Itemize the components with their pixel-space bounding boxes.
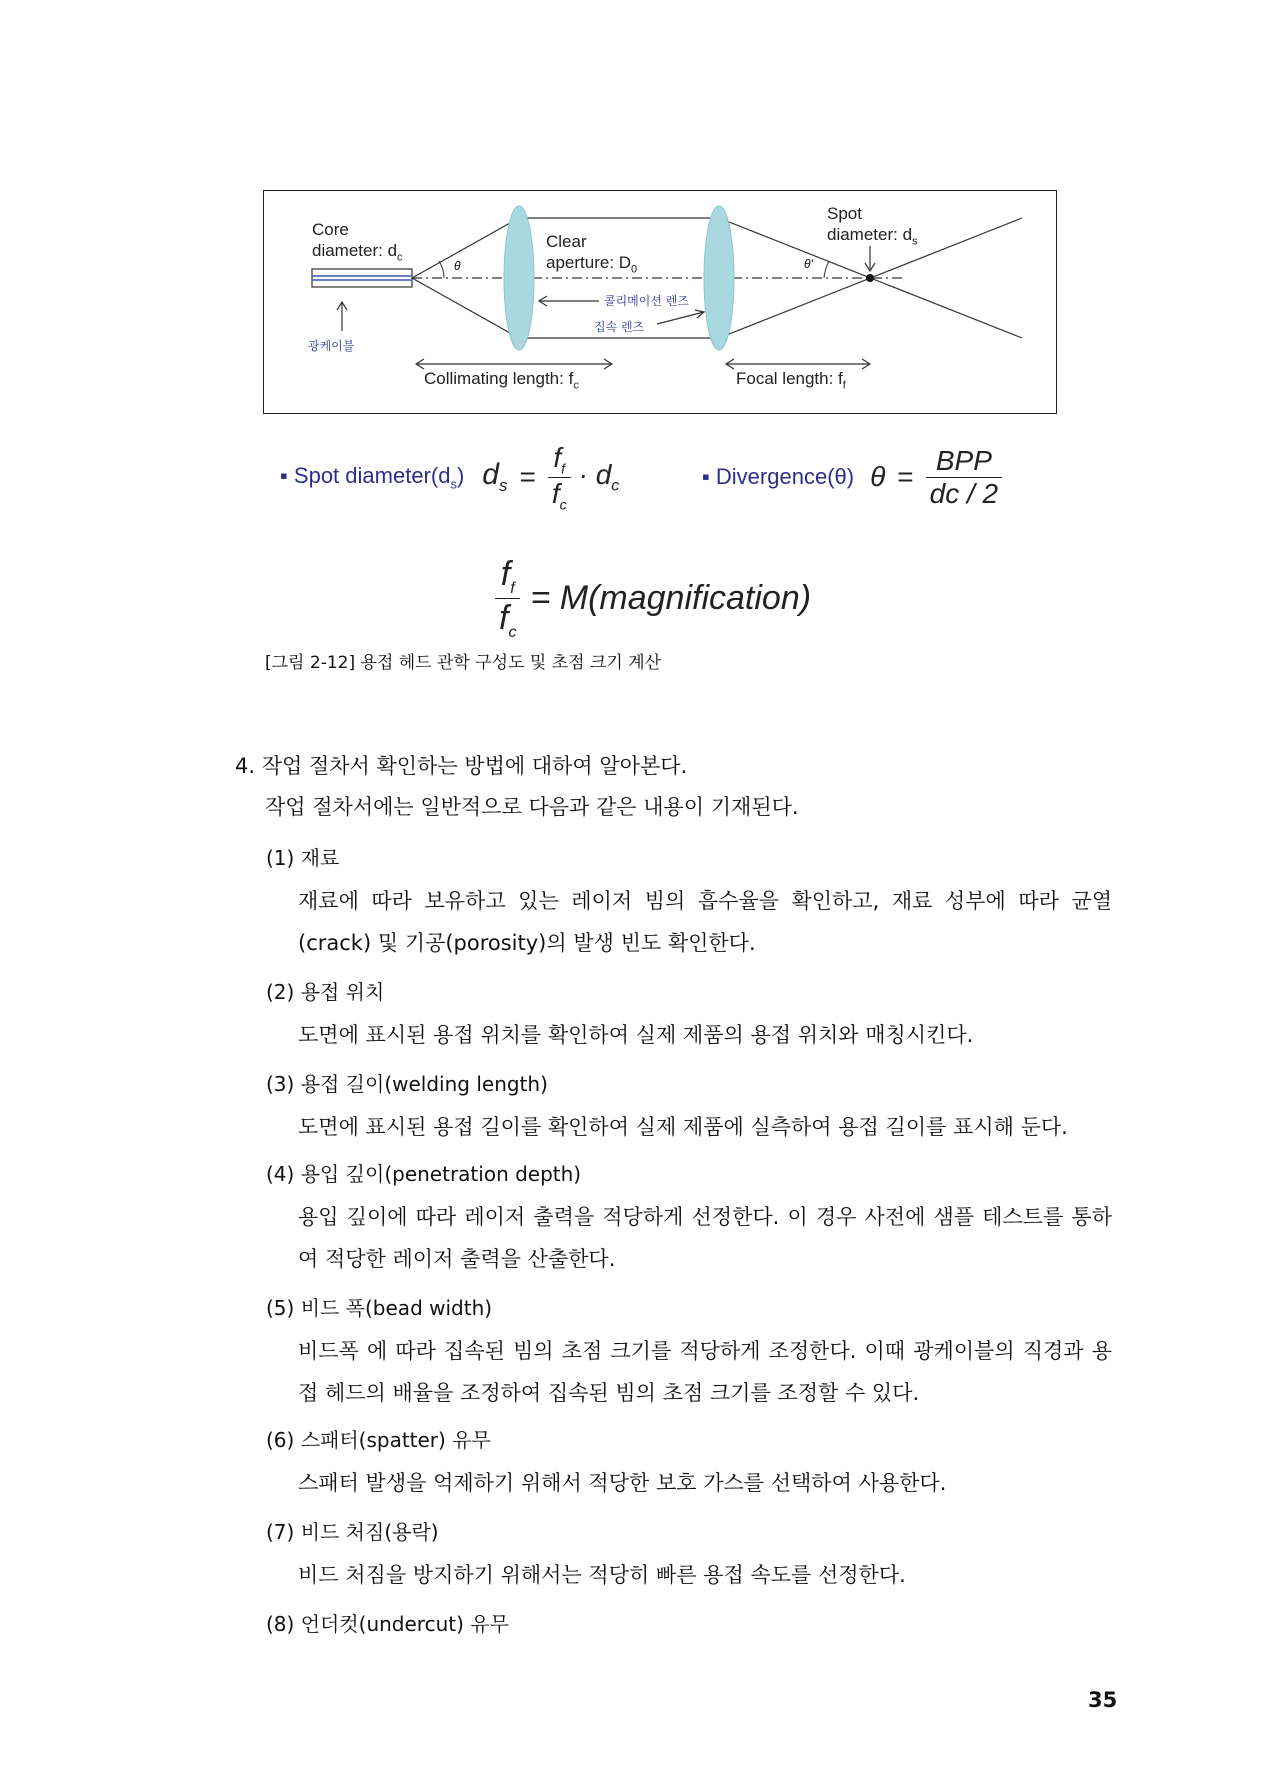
ray	[412, 278, 519, 338]
item-body: 스패터 발생을 억제하기 위해서 적당한 보호 가스를 선택하여 사용한다.	[298, 1471, 947, 1495]
spot-label-line2: diameter: $d_s$	[827, 225, 918, 248]
focal-length-label: Focal length: $f_f$	[736, 369, 846, 392]
spot-diameter-label	[827, 203, 918, 252]
item-body: 도면에 표시된 용접 길이를 확인하여 실제 제품에 실측하여 용접 길이를 표시해 둔다.	[298, 1115, 1068, 1139]
clear-label-line1: Clear	[546, 232, 587, 251]
collimating-lens	[504, 206, 534, 350]
dot-dc: · $d_c$	[578, 458, 620, 495]
divergence-formula	[702, 432, 1002, 522]
item-title: (5) 비드 폭(bead width)	[266, 1296, 493, 1320]
item-title: (2) 용접 위치	[266, 980, 385, 1004]
theta-label: θ	[454, 259, 461, 273]
theta-prime-label: θ'	[804, 257, 813, 271]
item-title: (3) 용접 길이(welding length)	[266, 1072, 548, 1096]
theta-symbol: θ	[870, 461, 886, 492]
item-body: 비드 처짐을 방지하기 위해서는 적당히 빠른 용접 속도를 선정한다.	[298, 1563, 906, 1587]
item-body: 재료에 따라 보유하고 있는 레이저 빔의 흡수율을 확인하고, 재료 성부에 따라 균열 (crack) 및 기공(porosity)의 발생 빈도 확인한다.	[298, 889, 1112, 955]
item-title: (4) 용입 깊이(penetration depth)	[266, 1162, 582, 1186]
spot-diameter-formula	[280, 432, 619, 522]
clear-label-line2: aperture: $D_0$	[546, 253, 638, 276]
item-title: (8) 언더컷(undercut) 유무	[266, 1612, 509, 1636]
equals-sign: =	[897, 461, 914, 492]
divergence-label: ▪ Divergence(θ)	[702, 464, 855, 489]
spot-label-line1: Spot	[827, 204, 862, 223]
theta-arc	[439, 261, 444, 278]
page-number: 35	[1088, 1688, 1118, 1712]
focal-point	[866, 274, 874, 282]
core-diameter-label	[312, 219, 403, 268]
item-body: 용입 깊이에 따라 레이저 출력을 적당하게 선정한다. 이 경우 사전에 샘플 테스트를 통하여 적당한 레이저 출력을 산출한다.	[298, 1205, 1112, 1271]
ff-over-fc-magnification: $\frac{f_f}{f_c}$	[495, 555, 520, 642]
fiber-cable-label: 광케이블	[308, 339, 355, 353]
optics-diagram	[263, 190, 1057, 414]
core-label-line1: Core	[312, 220, 349, 239]
clear-aperture-label	[546, 231, 637, 280]
equals-sign: =	[519, 461, 536, 492]
magnification-formula	[495, 548, 811, 648]
focusing-lens-label: 집속 렌즈	[594, 320, 645, 334]
collimating-lens-label: 콜리메이션 렌즈	[604, 294, 689, 308]
ds-symbol: $d_s$	[482, 458, 508, 495]
core-label-line2: diameter: $d_c$	[312, 241, 403, 264]
spot-diameter-label: ▪ Spot $diameter(d_s)$	[280, 462, 465, 492]
item-body: 도면에 표시된 용접 위치를 확인하여 실제 제품의 용접 위치와 매칭시킨다.	[298, 1023, 974, 1047]
section-title: 4. 작업 절차서 확인하는 방법에 대하여 알아본다.	[235, 754, 688, 778]
figure-caption: [그림 2-12] 용접 헤드 관학 구성도 및 초점 크기 계산	[265, 653, 662, 673]
theta-prime-arc	[824, 261, 829, 278]
item-title: (7) 비드 처짐(용락)	[266, 1520, 439, 1544]
fiber-core	[312, 269, 412, 287]
ff-over-fc: $\frac{f_f}{f_c}$	[548, 442, 571, 512]
collimating-length-label: Collimating length: $f_c$	[424, 369, 579, 392]
item-title: (1) 재료	[266, 846, 340, 870]
focusing-lens	[704, 206, 734, 350]
item-title: (6) 스패터(spatter) 유무	[266, 1428, 491, 1452]
section-intro: 작업 절차서에는 일반적으로 다음과 같은 내용이 기재된다.	[265, 795, 799, 819]
item-body: 비드폭 에 따라 집속된 빔의 초점 크기를 적당하게 조정한다. 이때 광케이블의 직경과 용접 헤드의 배율을 조정하여 집속된 빔의 초점 크기를 조정할 수 있다.	[298, 1339, 1112, 1405]
ray	[412, 218, 519, 278]
bpp-over-dc-half: $\frac{\text{BPP}}{dc / 2}$	[926, 445, 1002, 510]
focusing-lens-arrow	[657, 312, 704, 324]
magnification-text: = M(magnification)	[530, 578, 812, 617]
